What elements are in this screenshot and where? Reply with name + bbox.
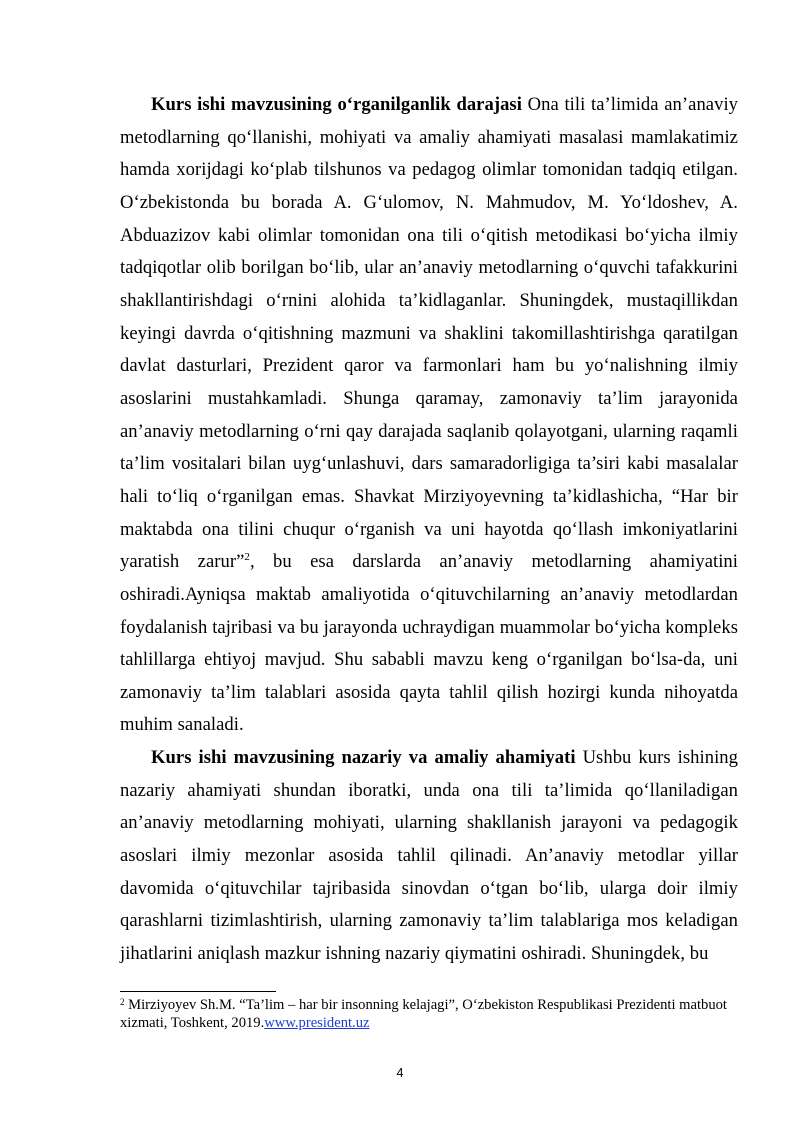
footnote [120, 996, 740, 1032]
paragraph-text-continued: , bu esa darslarda an’anaviy metodlarning ahamiyatini oshiradi.Ayniqsa maktab amaliyotida o‘qituvchilarning an’anaviy metodlardan foydalanish tajribasi va bu jarayonda uchraydigan muammolar bo‘yicha kompleks tahlillarga ehtiyoj mavjud. Shu sababli mavzu keng o‘rganilgan bo‘lsa-da, uni zamonaviy ta’lim talablari asosida qayta tahlil qilish hozirgi kunda nihoyatda muhim sanaladi. [120, 551, 738, 736]
paragraph-text: Ona tili ta’limida an’anaviy metodlarning qo‘llanishi, mohiyati va amaliy ahamiyati masalasi mamlakatimiz hamda xorijdagi ko‘plab tilshunos va pedagog olimlar tomonidan tadqiq etilgan. O‘zbekistonda bu borada A. G‘ulomov, N. Mahmudov, M. Yo‘ldoshev, A. Abduazizov kabi olimlar tomonidan ona tili o‘qitish metodikasi bo‘yicha ilmiy tadqiqotlar olib borilgan bo‘lib, ular an’anaviy metodlarning o‘quvchi tafakkurini shakllantirishdagi o‘rnini alohida ta’kidlaganlar. Shuningdek, mustaqillikdan keyingi davrda o‘qitishning mazmuni va shaklini takomillashtirishga qaratilgan davlat dasturlari, Prezident qaror va farmonlari ham bu yo‘nalishning ilmiy asoslarini mustahkamladi. Shunga qaramay, zamonaviy ta’lim jarayonida an’anaviy metodlarning o‘rni qay darajada saqlanib qolayotgani, ularning raqamli ta’lim vositalari bilan uyg‘unlashuvi, dars samaradorligiga ta’siri kabi masalalar hali to‘liq o‘rganilgan emas. Shavkat Mirziyoyevning ta’kidlashicha, “Har bir maktabda ona tilini chuqur o‘rganish va uni hayotda qo‘llash imkoniyatlarini yaratish zarur” [120, 94, 739, 573]
main-text [120, 89, 738, 971]
footnote-text: Mirziyoyev Sh.M. “Ta’lim – har bir insonning kelajagi”, O‘zbekiston Respublikasi Prezidenti matbuot xizmati, Toshkent, 2019. [120, 997, 727, 1031]
footnote-separator [120, 991, 276, 992]
paragraph-research-level [120, 89, 738, 742]
footnote-marker: 2 [120, 997, 125, 1007]
paragraph-significance [120, 742, 738, 971]
heading-research-level: Kurs ishi mavzusining o‘rganilganlik darajasi [151, 94, 522, 115]
heading-significance: Kurs ishi mavzusining nazariy va amaliy ahamiyati [151, 747, 576, 769]
page-number: 4 [396, 1066, 404, 1080]
paragraph-text: Ushbu kurs ishining nazariy ahamiyati shundan iboratki, unda ona tili ta’limida qo‘llaniladigan an’anaviy metodlarning mohiyati, ularning shakllanish jarayoni va pedagogik asoslari ilmiy mezonlar asosida tahlil qilinadi. An’anaviy metodlar yillar davomida o‘qituvchilar tajribasida sinovdan o‘tgan bo‘lib, ularga doir ilmiy qarashlarni tizimlashtirish, ularning zamonaviy ta’lim talablariga mos keladigan jihatlarini aniqlash mazkur ishning nazariy qiymatini oshiradi. Shuningdek, bu [120, 747, 738, 965]
footnote-reference[interactable]: 2 [244, 551, 250, 564]
footnote-link[interactable]: www.president.uz [264, 1015, 370, 1031]
